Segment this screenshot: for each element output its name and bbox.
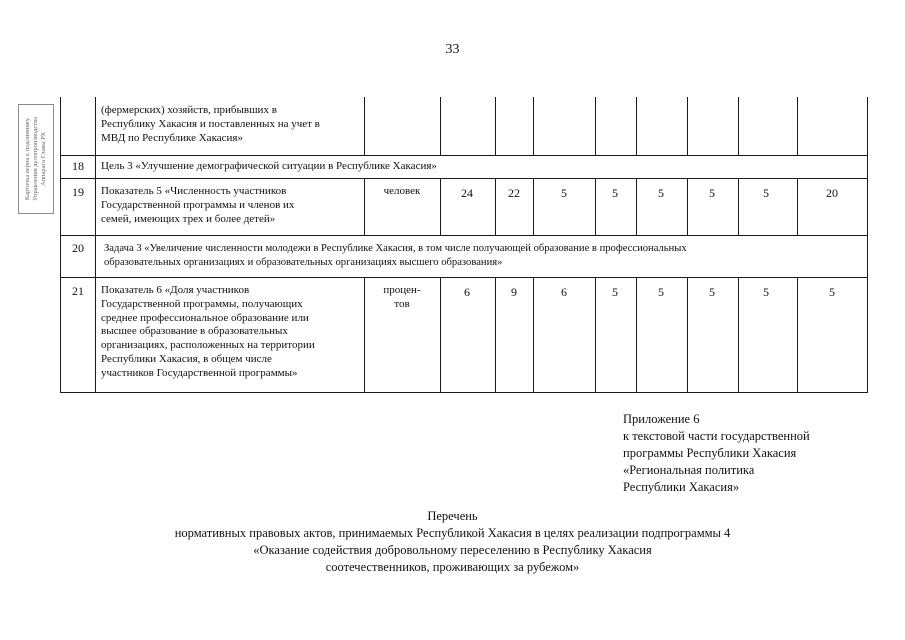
table-rule (364, 97, 365, 156)
appendix-line: «Региональная политика (623, 463, 755, 477)
indicator-value: 6 (464, 285, 470, 299)
indicator-value: 5 (658, 186, 664, 200)
appendix-line: программы Республики Хакасия (623, 446, 797, 460)
indicator-value: 5 (612, 186, 618, 200)
table-rule (440, 97, 441, 156)
unit-of-measure: процен- тов (383, 284, 421, 310)
indicator-value: 22 (508, 186, 520, 200)
table-rule (797, 277, 798, 393)
table-rule (495, 97, 496, 156)
indicator-text: (фермерских) хозяйств, прибывших в Республику Хакасия и поставленных на учет в МВД по Республике Хакасия» (101, 104, 320, 144)
indicator-value: 5 (829, 285, 835, 299)
document-list-title (0, 508, 905, 576)
list-subtitle-line: соотечественников, проживающих за рубежом» (325, 560, 580, 574)
row-number: 20 (72, 241, 84, 255)
unit-of-measure: человек (383, 185, 421, 197)
indicator-value: 5 (763, 186, 769, 200)
table-rule (60, 155, 868, 156)
appendix-heading (623, 411, 810, 496)
stamp-line: Управления делопроизводства (32, 116, 39, 202)
goal-text: Цель 3 «Улучшение демографической ситуации в Республике Хакасия» (101, 160, 437, 172)
table-rule (595, 97, 596, 156)
appendix-line: к текстовой части государственной (623, 429, 810, 443)
table-rule (687, 97, 688, 156)
indicator-value: 24 (461, 186, 473, 200)
stamp-line: Карточка верна к подлиннику (24, 117, 31, 201)
row-number: 21 (72, 284, 84, 298)
indicator-text: Показатель 5 «Численность участников Государственной программы и членов их семей, имеющих трех и более детей» (101, 185, 295, 225)
table-rule (738, 178, 739, 236)
page-number: 33 (445, 42, 460, 57)
indicator-value: 5 (709, 285, 715, 299)
stamp-line: Аппарата Главы РХ (40, 131, 47, 187)
table-rule (738, 277, 739, 393)
table-rule (60, 178, 868, 179)
indicator-text: Показатель 6 «Доля участников Государственной программы, получающих среднее профессиональное образование или высшее образование в образовательных организациях, расположенных на территории Республики Хакасия, в общем числе участников Государственной программы» (101, 284, 315, 379)
table-rule (533, 97, 534, 156)
table-rule (364, 178, 365, 236)
indicator-value: 5 (709, 186, 715, 200)
row-number: 19 (72, 185, 84, 199)
indicator-value: 5 (658, 285, 664, 299)
table-rule (797, 97, 798, 156)
indicator-value: 5 (612, 285, 618, 299)
table-rule (738, 97, 739, 156)
task-text: Задача 3 «Увеличение численности молодежи в Республике Хакасия, в том числе получающей образование в профессиональных образовательных организациях и образовательных организациях высшего образования» (104, 243, 687, 268)
indicator-value: 5 (763, 285, 769, 299)
indicator-value: 20 (826, 186, 838, 200)
row-number: 18 (72, 159, 84, 173)
table-rule (636, 97, 637, 156)
table-rule (60, 277, 868, 278)
table-rule (60, 235, 868, 236)
table-rule (364, 277, 365, 393)
list-subtitle-line: «Оказание содействия добровольному переселению в Республику Хакасия (253, 543, 652, 557)
list-subtitle-line: нормативных правовых актов, принимаемых Республикой Хакасия в целях реализации подпрограммы 4 (174, 526, 731, 540)
appendix-line: Приложение 6 (623, 412, 700, 426)
list-title: Перечень (427, 509, 478, 523)
table-rule (867, 97, 868, 393)
table-rule (60, 392, 868, 393)
appendix-line: Республики Хакасия» (623, 480, 740, 494)
indicator-value: 5 (561, 186, 567, 200)
indicator-value: 9 (511, 285, 517, 299)
indicator-value: 6 (561, 285, 567, 299)
table-rule (797, 178, 798, 236)
